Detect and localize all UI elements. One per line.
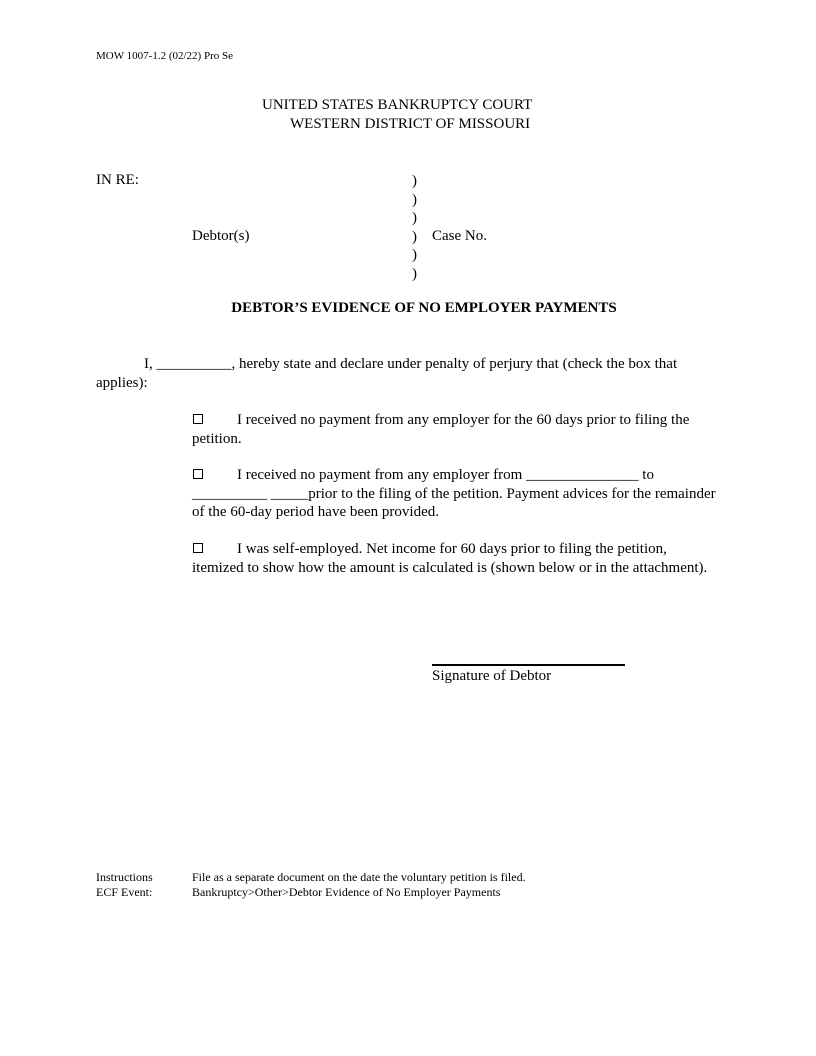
option-text: I received no payment from any employer for the 60 days prior to filing the petition. — [192, 412, 690, 447]
debtors-label: Debtor(s) — [192, 228, 250, 244]
checkbox-no-payment-date-range[interactable] — [193, 469, 203, 479]
ecf-event-label: ECF Event: — [96, 885, 153, 899]
option-no-payment-date-range — [192, 466, 722, 522]
ecf-event-value: Bankruptcy>Other>Debtor Evidence of No Employer Payments — [192, 885, 501, 899]
signature-line[interactable] — [432, 664, 625, 666]
form-code: MOW 1007-1.2 (02/22) Pro Se — [96, 50, 233, 62]
option-text: I received no payment from any employer from _______________ to __________ _____prior to the filing of the petition. Payment advices for the remainder of the 60-day period have been provided. — [192, 467, 716, 521]
in-re-label: IN RE: — [96, 172, 139, 188]
caption-paren: ) — [412, 247, 417, 264]
court-district: WESTERN DISTRICT OF MISSOURI — [290, 116, 531, 132]
court-name: UNITED STATES BANKRUPTCY COURT — [262, 97, 533, 113]
option-no-payment-60-days — [192, 411, 722, 448]
caption-paren: ) — [412, 173, 417, 189]
caption-paren: ) — [412, 265, 417, 282]
declaration-line-2: applies): — [96, 375, 148, 391]
signature-label: Signature of Debtor — [432, 668, 552, 684]
option-text: I was self-employed. Net income for 60 days prior to filing the petition, itemized to show how the amount is calculated is (shown below or in the attachment). — [192, 541, 708, 576]
instructions-value: File as a separate document on the date the voluntary petition is filed. — [192, 870, 526, 884]
case-no-label: Case No. — [432, 228, 487, 244]
instructions-label: Instructions — [96, 870, 153, 884]
document-title: DEBTOR’S EVIDENCE OF NO EMPLOYER PAYMENTS — [231, 300, 617, 316]
caption-paren: ) — [412, 210, 417, 227]
caption-paren: ) — [412, 228, 417, 245]
caption-paren: ) — [412, 191, 417, 208]
caption-parens — [412, 172, 417, 284]
checkbox-no-payment-60-days[interactable] — [193, 414, 203, 424]
option-self-employed — [192, 540, 722, 577]
declaration-line-1: I, __________, hereby state and declare under penalty of perjury that (check the box that — [144, 356, 678, 372]
checkbox-self-employed[interactable] — [193, 543, 203, 553]
